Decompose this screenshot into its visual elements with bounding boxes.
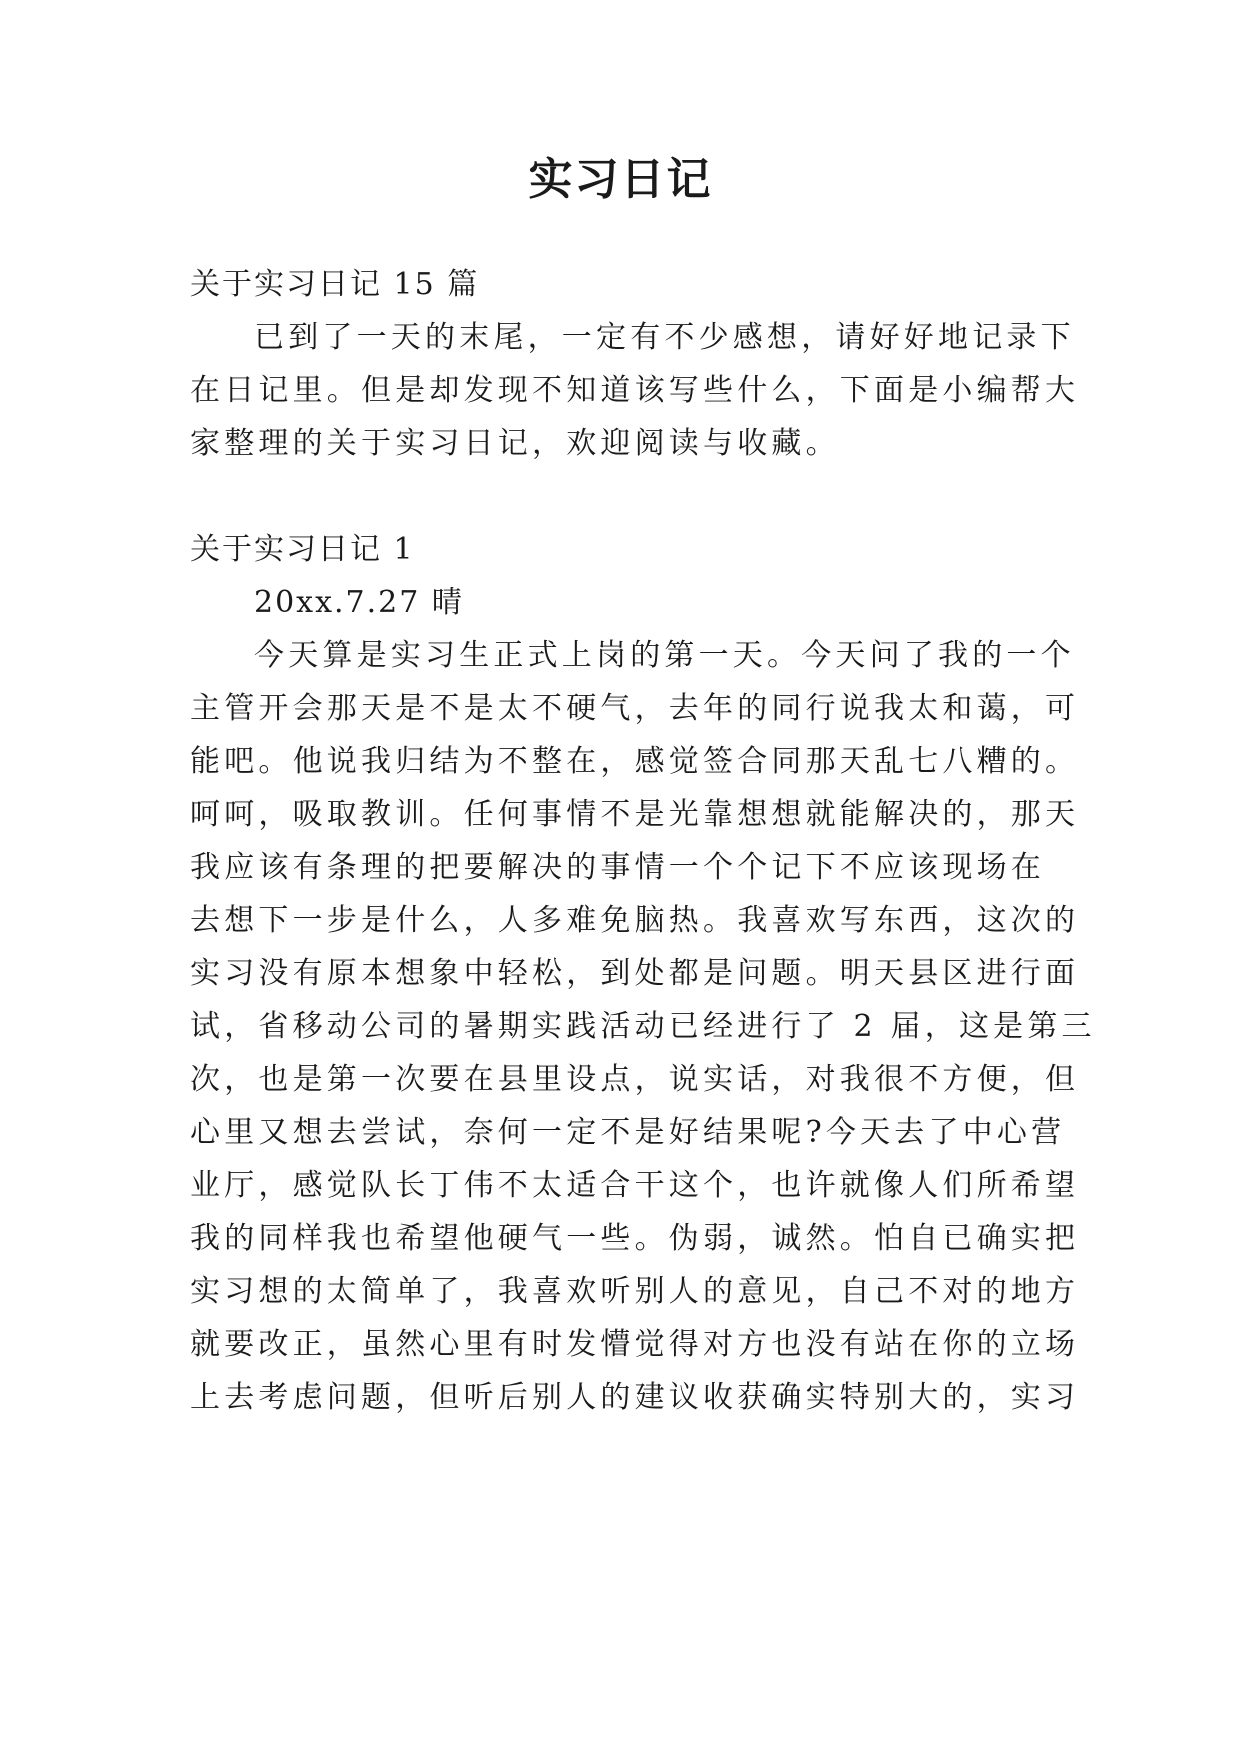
entry-line: 我的同样我也希望他硬气一些。伪弱，诚然。怕自已确实把 bbox=[190, 1221, 1080, 1256]
entry-line: 我应该有条理的把要解决的事情一个个记下不应该现场在 bbox=[190, 850, 1045, 885]
entry-line: 上去考虑问题，但听后别人的建议收获确实特别大的，实习 bbox=[190, 1380, 1080, 1415]
entry-line: 主管开会那天是不是太不硬气，去年的同行说我太和蔼，可 bbox=[190, 691, 1080, 726]
intro-line: 家整理的关于实习日记，欢迎阅读与收藏。 bbox=[190, 426, 840, 461]
intro-line: 在日记里。但是却发现不知道该写些什么，下面是小编帮大 bbox=[190, 373, 1080, 408]
entry-line: 去想下一步是什么，人多难免脑热。我喜欢写东西，这次的 bbox=[190, 903, 1080, 938]
intro-line: 已到了一天的末尾，一定有不少感想，请好好地记录下 bbox=[254, 320, 1075, 355]
entry-line: 心里又想去尝试，奈何一定不是好结果呢?今天去了中心营 bbox=[190, 1115, 1066, 1150]
entry-line: 实习想的太简单了，我喜欢听别人的意见，自己不对的地方 bbox=[190, 1274, 1080, 1309]
entry-date-weather: 20xx.7.27 晴 bbox=[254, 585, 464, 620]
entry-line: 试，省移动公司的暑期实践活动已经进行了 2 届，这是第三 bbox=[190, 1009, 1096, 1044]
entry-line: 实习没有原本想象中轻松，到处都是问题。明天县区进行面 bbox=[190, 956, 1080, 991]
entry-line: 次，也是第一次要在县里设点，说实话，对我很不方便，但 bbox=[190, 1062, 1080, 1097]
entry-line: 就要改正，虽然心里有时发懵觉得对方也没有站在你的立场 bbox=[190, 1327, 1080, 1362]
intro-heading: 关于实习日记 15 篇 bbox=[190, 267, 480, 302]
entry-heading: 关于实习日记 1 bbox=[190, 532, 415, 567]
document-title: 实习日记 bbox=[528, 154, 713, 205]
entry-line: 呵呵，吸取教训。任何事情不是光靠想想就能解决的，那天 bbox=[190, 797, 1080, 832]
entry-line: 业厅，感觉队长丁伟不太适合干这个，也许就像人们所希望 bbox=[190, 1168, 1080, 1203]
entry-line: 能吧。他说我归结为不整在，感觉签合同那天乱七八糟的。 bbox=[190, 744, 1080, 779]
entry-line: 今天算是实习生正式上岗的第一天。今天问了我的一个 bbox=[254, 638, 1075, 673]
